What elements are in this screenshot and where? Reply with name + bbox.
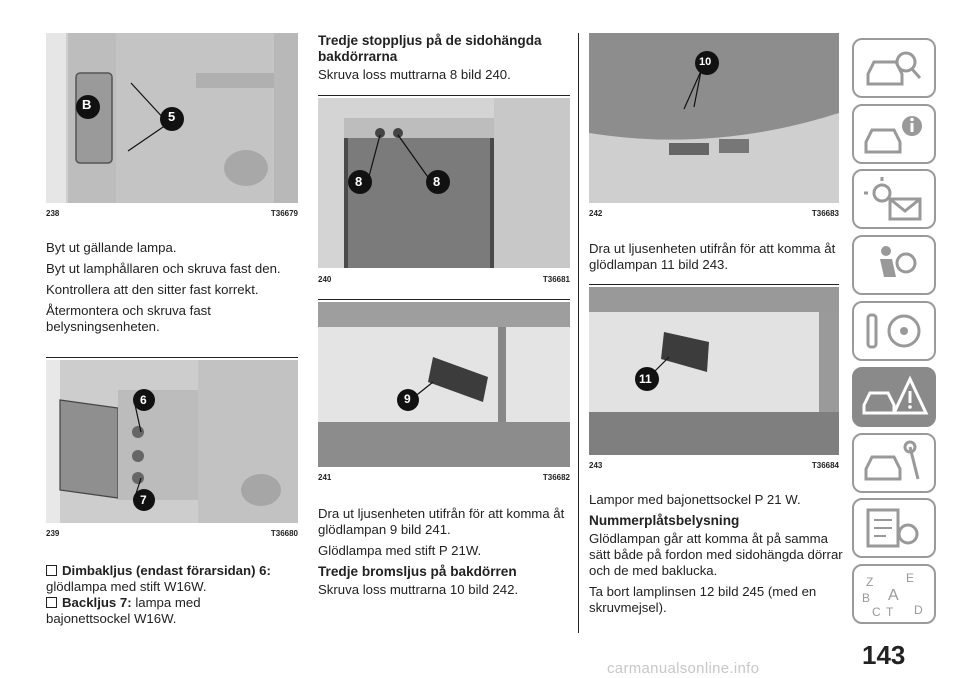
watermark: carmanualsonline.info xyxy=(607,660,760,677)
callout-11: 11 xyxy=(639,372,652,386)
col3-text-b: Lampor med bajonettsockel P 21 W. Nummerplåtsbelysning Glödlampan går att komma åt på samma sätt både på fordon med sidohängda dörrar och de med baklucka. Ta bort lamplinsen 12 bild 245 (med en skruvmejsel). xyxy=(589,492,843,615)
callout-8b: 8 xyxy=(433,174,441,189)
car-wrench-icon xyxy=(854,435,934,491)
index-letter: B xyxy=(862,591,871,605)
column-divider xyxy=(578,33,579,633)
index-letter: D xyxy=(914,603,923,617)
figure-241-caption: 241 T36682 xyxy=(318,473,570,482)
index-letter: E xyxy=(906,571,915,585)
figure-241 xyxy=(318,302,570,467)
light-envelope-icon xyxy=(854,171,934,227)
tab-car-search[interactable] xyxy=(852,38,936,98)
tab-emergency[interactable] xyxy=(852,367,936,427)
index-letter: C xyxy=(872,605,881,619)
figure-242 xyxy=(589,33,839,203)
col1-text-b: Dimbakljus (endast förarsidan) 6: glödlampa med stift W16W. Backljus 7: lampa med bajonettsockel W16W. xyxy=(46,563,301,627)
figure-239-caption: 239 T36680 xyxy=(46,529,298,538)
tab-index[interactable] xyxy=(852,564,936,624)
callout-B: B xyxy=(82,97,92,112)
page-number: 143 xyxy=(862,640,906,670)
tab-technical-data[interactable] xyxy=(852,498,936,558)
callout-5: 5 xyxy=(168,109,176,124)
rule xyxy=(589,284,839,285)
callout-8a: 8 xyxy=(355,174,363,189)
tab-car-info[interactable] xyxy=(852,104,936,164)
figure-243 xyxy=(589,287,839,455)
figure-240-caption: 240 T36681 xyxy=(318,275,570,284)
steering-key-icon xyxy=(854,303,934,359)
col3-text-a: Dra ut ljusenheten utifrån för att komma åt glödlampan 11 bild 243. xyxy=(589,241,836,272)
rule xyxy=(318,299,570,300)
figure-239 xyxy=(46,360,298,523)
tab-safety[interactable] xyxy=(852,235,936,295)
figure-242-caption: 242 T36683 xyxy=(589,209,839,218)
car-info-icon xyxy=(854,106,934,162)
warning-triangle-car-icon xyxy=(854,369,934,425)
document-gear-icon xyxy=(854,500,934,556)
callout-6: 6 xyxy=(140,393,147,407)
index-letter: Z xyxy=(866,575,874,589)
figure-238-caption: 238 T36679 xyxy=(46,209,298,218)
callout-9: 9 xyxy=(404,392,411,406)
index-letter: A xyxy=(888,587,899,604)
airbag-seat-icon xyxy=(854,237,934,293)
col2-text-b: Dra ut ljusenheten utifrån för att komma åt glödlampan 9 bild 241. Glödlampa med stift P 21W. Tredje bromsljus på bakdörren Skruva loss muttrarna 10 bild 242. xyxy=(318,506,565,597)
tab-maintenance[interactable] xyxy=(852,433,936,493)
car-magnifier-icon xyxy=(854,40,934,96)
index-letter: T xyxy=(886,605,894,619)
figure-243-caption: 243 T36684 xyxy=(589,461,839,470)
tab-start-driving[interactable] xyxy=(852,301,936,361)
rule xyxy=(318,95,570,96)
checkbox-bullet-icon xyxy=(46,597,57,608)
bullet-fog-light: Dimbakljus (endast förarsidan) 6: xyxy=(46,563,301,579)
tab-lights-message[interactable] xyxy=(852,169,936,229)
checkbox-bullet-icon xyxy=(46,565,57,576)
col1-text-a: Byt ut gällande lampa. Byt ut lamphållaren och skruva fast den. Kontrollera att den sitter fast korrekt. Återmontera och skruva fast belysningsenheten. xyxy=(46,240,281,334)
rule xyxy=(46,357,298,358)
bullet-reverse-light: Backljus 7: lampa med xyxy=(46,595,301,611)
callout-10: 10 xyxy=(699,56,712,68)
col2-text-a: Tredje stoppljus på de sidohängda bakdörrarna Skruva loss muttrarna 8 bild 240. xyxy=(318,33,542,82)
index-letters-icon xyxy=(854,566,934,622)
callout-7: 7 xyxy=(140,493,147,507)
